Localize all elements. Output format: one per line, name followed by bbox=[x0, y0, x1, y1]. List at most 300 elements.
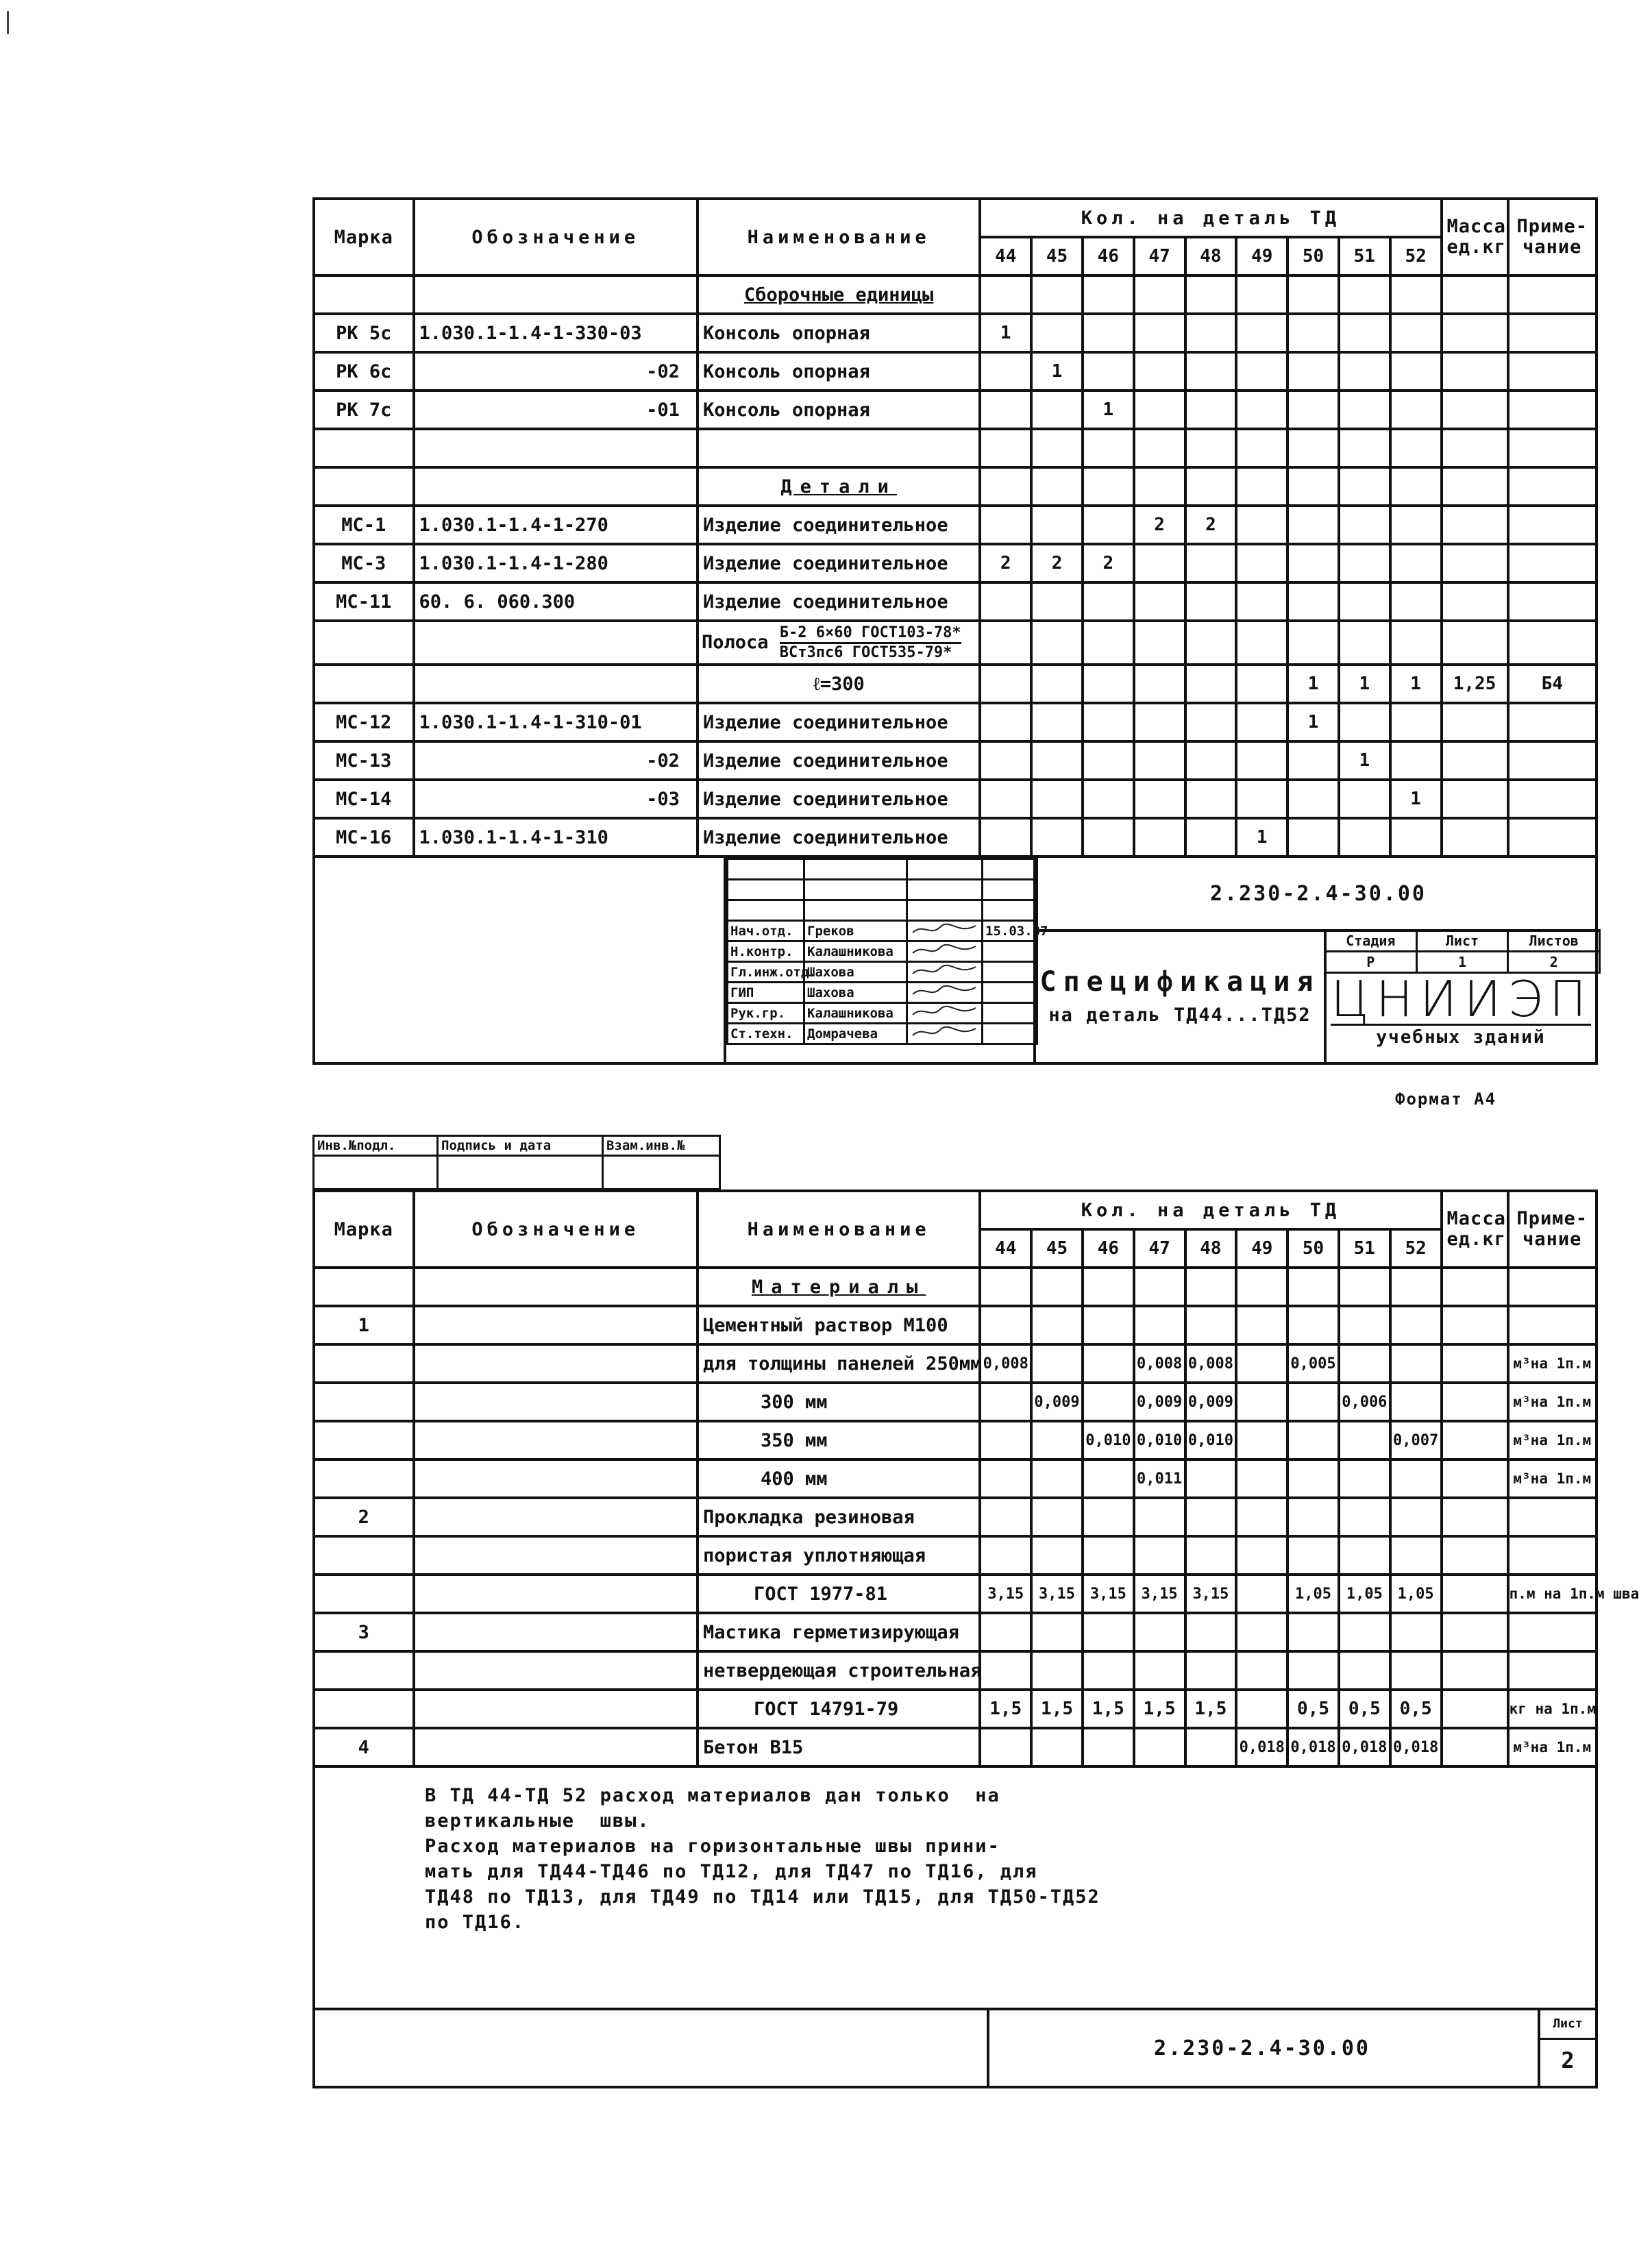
qty-cell: 1 bbox=[1083, 391, 1134, 429]
qty-cell bbox=[1390, 1383, 1442, 1421]
td-col-52: 52 bbox=[1390, 237, 1442, 275]
qty-cell bbox=[1236, 506, 1287, 544]
signature-date bbox=[983, 1003, 1037, 1024]
note-cell bbox=[1508, 741, 1597, 780]
qty-cell: 0,011 bbox=[1134, 1459, 1185, 1498]
qty-cell bbox=[1339, 314, 1390, 352]
strip-row bbox=[314, 621, 1597, 665]
mass-cell bbox=[1442, 1459, 1508, 1498]
notes-box bbox=[312, 1768, 1598, 2010]
table-row bbox=[314, 1306, 1597, 1344]
name-cell: 350 мм bbox=[698, 1421, 980, 1459]
section-row-assembly bbox=[314, 275, 1597, 314]
qty-cell bbox=[980, 703, 1031, 741]
title-block bbox=[312, 858, 1598, 1065]
table-row bbox=[314, 352, 1597, 391]
name-cell: ГОСТ 14791-79 bbox=[698, 1690, 980, 1728]
note-cell bbox=[1508, 582, 1597, 621]
qty-cell: 0,007 bbox=[1390, 1421, 1442, 1459]
signature-scribble bbox=[907, 983, 983, 1003]
marka-cell bbox=[314, 1421, 414, 1459]
title-block-main bbox=[1033, 858, 1601, 1062]
qty-cell bbox=[980, 665, 1031, 703]
designation-cell bbox=[414, 1306, 698, 1344]
table-row bbox=[314, 506, 1597, 544]
signature-date bbox=[983, 983, 1037, 1003]
note-cell bbox=[1508, 352, 1597, 391]
qty-cell bbox=[1287, 352, 1339, 391]
qty-cell bbox=[1185, 1536, 1237, 1575]
qty-cell bbox=[1083, 1306, 1134, 1344]
td-col-45: 45 bbox=[1031, 1229, 1083, 1268]
col-qty-group-header: Кол. на деталь ТД bbox=[980, 199, 1441, 237]
note-line: ТД48 по ТД13, для ТД49 по ТД14 или ТД15, для ТД50-ТД52 bbox=[425, 1886, 1100, 1908]
qty-cell bbox=[1083, 741, 1134, 780]
qty-cell bbox=[1287, 818, 1339, 856]
name-cell: Прокладка резиновая bbox=[698, 1498, 980, 1536]
mass-cell bbox=[1442, 1613, 1508, 1651]
footer-document-code: 2.230-2.4-30.00 bbox=[987, 2010, 1535, 2086]
designation-cell: 1.030.1-1.4-1-270 bbox=[414, 506, 698, 544]
table-row bbox=[314, 1383, 1597, 1421]
mass-cell bbox=[1442, 1421, 1508, 1459]
qty-cell bbox=[980, 1728, 1031, 1766]
td-col-44: 44 bbox=[980, 237, 1031, 275]
note-cell bbox=[1508, 1498, 1597, 1536]
signatory-row bbox=[728, 1024, 1037, 1044]
signature-date bbox=[983, 1024, 1037, 1044]
organization-name: ЦНИИЭП bbox=[1331, 970, 1594, 1028]
marka-cell: РК 6с bbox=[314, 352, 414, 391]
qty-cell bbox=[1083, 1728, 1134, 1766]
notes-text bbox=[425, 1783, 1100, 1935]
note-cell bbox=[1508, 506, 1597, 544]
name-cell: Изделие соединительное bbox=[698, 582, 980, 621]
qty-cell bbox=[1031, 391, 1083, 429]
qty-cell bbox=[1185, 1728, 1237, 1766]
designation-cell bbox=[414, 1728, 698, 1766]
qty-cell: 2 bbox=[1083, 544, 1134, 582]
qty-cell: 0,008 bbox=[1185, 1344, 1237, 1383]
qty-cell bbox=[1134, 703, 1185, 741]
note-cell: м³на 1п.м bbox=[1508, 1421, 1597, 1459]
qty-cell bbox=[1185, 544, 1237, 582]
qty-cell bbox=[1236, 703, 1287, 741]
note-cell: м³на 1п.м bbox=[1508, 1728, 1597, 1766]
table-row bbox=[314, 1728, 1597, 1766]
marka-cell: МС-12 bbox=[314, 703, 414, 741]
mass-cell bbox=[1442, 703, 1508, 741]
signatory-name: Калашникова bbox=[804, 941, 907, 962]
qty-cell bbox=[1339, 582, 1390, 621]
sheets-label: Листов bbox=[1508, 930, 1600, 952]
mass-cell bbox=[1442, 741, 1508, 780]
note-cell: п.м на 1п.м шва bbox=[1508, 1575, 1597, 1613]
marka-cell: РК 5с bbox=[314, 314, 414, 352]
qty-cell bbox=[1236, 391, 1287, 429]
designation-cell: -02 bbox=[414, 352, 698, 391]
td-col-46: 46 bbox=[1083, 1229, 1134, 1268]
qty-cell bbox=[1134, 1613, 1185, 1651]
signatory-name: Домрачева bbox=[804, 1024, 907, 1044]
name-cell: 300 мм bbox=[698, 1383, 980, 1421]
qty-cell bbox=[1339, 544, 1390, 582]
qty-cell bbox=[980, 780, 1031, 818]
qty-cell: 3,15 bbox=[1185, 1575, 1237, 1613]
col-oboznachenie-header: Обозначение bbox=[414, 199, 698, 275]
qty-cell bbox=[1390, 1459, 1442, 1498]
signature-scribble bbox=[907, 962, 983, 983]
document-title: Спецификация bbox=[1039, 965, 1320, 998]
header-row-1 bbox=[314, 199, 1597, 237]
table-row bbox=[314, 780, 1597, 818]
qty-cell bbox=[1031, 1651, 1083, 1690]
name-cell: для толщины панелей 250мм bbox=[698, 1344, 980, 1383]
qty-cell bbox=[1339, 703, 1390, 741]
qty-cell bbox=[1339, 1651, 1390, 1690]
section-title-materials: Материалы bbox=[751, 1276, 926, 1298]
qty-cell bbox=[1287, 1306, 1339, 1344]
name-cell: Изделие соединительное bbox=[698, 818, 980, 856]
qty-cell bbox=[1083, 665, 1134, 703]
name-cell: Изделие соединительное bbox=[698, 741, 980, 780]
qty-cell: 3,15 bbox=[1031, 1575, 1083, 1613]
signature-icon bbox=[910, 963, 978, 978]
note-cell: м³на 1п.м bbox=[1508, 1459, 1597, 1498]
qty-cell bbox=[1134, 544, 1185, 582]
qty-cell bbox=[1287, 741, 1339, 780]
signature-icon bbox=[910, 983, 978, 998]
table-row bbox=[314, 1575, 1597, 1613]
col-naimenovanie-header: Наименование bbox=[698, 199, 980, 275]
qty-cell bbox=[1185, 314, 1237, 352]
mass-cell bbox=[1442, 1344, 1508, 1383]
qty-cell bbox=[1236, 1383, 1287, 1421]
qty-cell bbox=[1185, 1613, 1237, 1651]
qty-cell bbox=[1390, 703, 1442, 741]
signatory-role: Нач.отд. bbox=[728, 921, 804, 941]
qty-cell bbox=[1134, 1728, 1185, 1766]
signature-icon bbox=[910, 942, 978, 957]
qty-cell: 1 bbox=[1031, 352, 1083, 391]
qty-cell bbox=[1031, 582, 1083, 621]
qty-cell: 0,009 bbox=[1134, 1383, 1185, 1421]
signatory-row bbox=[728, 983, 1037, 1003]
qty-cell bbox=[1185, 391, 1237, 429]
qty-cell: 2 bbox=[1134, 506, 1185, 544]
signatory-name: Калашникова bbox=[804, 1003, 907, 1024]
name-cell: Цементный раствор М100 bbox=[698, 1306, 980, 1344]
specification-table-1 bbox=[312, 197, 1598, 858]
strip-fraction bbox=[780, 624, 961, 662]
qty-cell bbox=[1031, 703, 1083, 741]
qty-cell bbox=[1083, 1383, 1134, 1421]
mass-cell bbox=[1442, 1536, 1508, 1575]
qty-cell bbox=[1031, 780, 1083, 818]
qty-cell bbox=[1339, 391, 1390, 429]
qty-cell: 1,5 bbox=[1083, 1690, 1134, 1728]
marka-cell bbox=[314, 1651, 414, 1690]
qty-cell bbox=[1339, 780, 1390, 818]
qty-cell: 1,5 bbox=[1134, 1690, 1185, 1728]
td-col-48: 48 bbox=[1185, 237, 1237, 275]
footer-block bbox=[312, 2010, 1598, 2088]
qty-cell bbox=[1083, 780, 1134, 818]
col-mass-header: Масса ед.кг bbox=[1442, 1191, 1508, 1268]
note-cell bbox=[1508, 780, 1597, 818]
name-cell: пористая уплотняющая bbox=[698, 1536, 980, 1575]
page-edge-mark bbox=[7, 11, 9, 34]
signatory-role: Рук.гр. bbox=[728, 1003, 804, 1024]
table-row bbox=[314, 703, 1597, 741]
qty-cell: 1,5 bbox=[980, 1690, 1031, 1728]
table-row bbox=[314, 1613, 1597, 1651]
qty-cell bbox=[1236, 1459, 1287, 1498]
footer-sheet-number: 2 bbox=[1561, 2047, 1575, 2073]
col-note-header: Приме- чание bbox=[1508, 1191, 1597, 1268]
sheet-value: 1 bbox=[1416, 952, 1508, 973]
td-col-52: 52 bbox=[1390, 1229, 1442, 1268]
archive-stamp bbox=[312, 1135, 721, 1190]
qty-cell: 1 bbox=[1287, 665, 1339, 703]
qty-cell: 0,008 bbox=[980, 1344, 1031, 1383]
qty-cell bbox=[1134, 741, 1185, 780]
qty-cell bbox=[1031, 1306, 1083, 1344]
signatory-role: Гл.инж.отд. bbox=[728, 962, 804, 983]
designation-cell: 1.030.1-1.4-1-310 bbox=[414, 818, 698, 856]
length-value: ℓ=300 bbox=[698, 665, 980, 703]
qty-cell: 1,05 bbox=[1390, 1575, 1442, 1613]
mass-cell bbox=[1442, 506, 1508, 544]
name-cell: нетвердеющая строительная bbox=[698, 1651, 980, 1690]
td-col-51: 51 bbox=[1339, 1229, 1390, 1268]
qty-cell: 0,010 bbox=[1083, 1421, 1134, 1459]
qty-cell bbox=[980, 1536, 1031, 1575]
signatory-row bbox=[728, 921, 1037, 941]
qty-cell bbox=[1339, 1498, 1390, 1536]
note-cell: м³на 1п.м bbox=[1508, 1344, 1597, 1383]
name-cell: Мастика герметизирующая bbox=[698, 1613, 980, 1651]
qty-cell bbox=[1185, 780, 1237, 818]
qty-cell: 0,5 bbox=[1390, 1690, 1442, 1728]
stage-value: Р bbox=[1325, 952, 1417, 973]
marka-cell: 2 bbox=[314, 1498, 414, 1536]
designation-cell bbox=[414, 1344, 698, 1383]
signatory-row bbox=[728, 1003, 1037, 1024]
td-col-51: 51 bbox=[1339, 237, 1390, 275]
qty-cell bbox=[1390, 314, 1442, 352]
note-cell bbox=[1508, 703, 1597, 741]
qty-cell: 0,010 bbox=[1185, 1421, 1237, 1459]
table-row bbox=[314, 544, 1597, 582]
qty-cell: 0,018 bbox=[1287, 1728, 1339, 1766]
mass-cell bbox=[1442, 1575, 1508, 1613]
td-col-49: 49 bbox=[1236, 237, 1287, 275]
table-row bbox=[314, 741, 1597, 780]
qty-cell bbox=[1390, 1536, 1442, 1575]
signatory-role: Ст.техн. bbox=[728, 1024, 804, 1044]
name-cell: Консоль опорная bbox=[698, 314, 980, 352]
specification-table-2 bbox=[312, 1190, 1639, 1768]
designation-cell bbox=[414, 1613, 698, 1651]
marka-cell: МС-16 bbox=[314, 818, 414, 856]
qty-cell: 1 bbox=[1390, 665, 1442, 703]
qty-cell: 0,008 bbox=[1134, 1344, 1185, 1383]
designation-cell: 1.030.1-1.4-1-330-03 bbox=[414, 314, 698, 352]
signature-date bbox=[983, 941, 1037, 962]
designation-cell: -03 bbox=[414, 780, 698, 818]
qty-cell: 1 bbox=[1390, 780, 1442, 818]
qty-cell: 1 bbox=[1287, 703, 1339, 741]
qty-cell: 1,5 bbox=[1185, 1690, 1237, 1728]
qty-cell bbox=[980, 741, 1031, 780]
signature-date bbox=[983, 962, 1037, 983]
qty-cell bbox=[1031, 314, 1083, 352]
qty-cell bbox=[1134, 1651, 1185, 1690]
signatory-row bbox=[728, 941, 1037, 962]
note-line: В ТД 44-ТД 52 расход материалов дан только на bbox=[425, 1785, 1000, 1806]
qty-cell bbox=[1185, 741, 1237, 780]
qty-cell: 0,005 bbox=[1287, 1344, 1339, 1383]
qty-cell bbox=[1083, 818, 1134, 856]
signature-scribble bbox=[907, 1024, 983, 1044]
table-row bbox=[314, 391, 1597, 429]
qty-cell bbox=[1287, 391, 1339, 429]
qty-cell bbox=[1390, 1306, 1442, 1344]
col-mass-header: Масса ед.кг bbox=[1442, 199, 1508, 275]
marka-cell bbox=[314, 1383, 414, 1421]
name-cell: ГОСТ 1977-81 bbox=[698, 1575, 980, 1613]
name-cell: Изделие соединительное bbox=[698, 780, 980, 818]
qty-cell bbox=[1236, 780, 1287, 818]
marka-cell bbox=[314, 1344, 414, 1383]
qty-cell: 0,5 bbox=[1287, 1690, 1339, 1728]
qty-cell bbox=[1236, 1651, 1287, 1690]
signature-table bbox=[724, 858, 1048, 1062]
td-col-49: 49 bbox=[1236, 1229, 1287, 1268]
specification-sheet-2 bbox=[312, 1190, 1639, 2088]
mass-cell bbox=[1442, 391, 1508, 429]
qty-cell: 0,018 bbox=[1339, 1728, 1390, 1766]
qty-cell bbox=[980, 506, 1031, 544]
qty-cell bbox=[1031, 1536, 1083, 1575]
qty-cell bbox=[1134, 1536, 1185, 1575]
qty-cell bbox=[1339, 818, 1390, 856]
qty-cell bbox=[1185, 665, 1237, 703]
designation-cell: -02 bbox=[414, 741, 698, 780]
td-col-46: 46 bbox=[1083, 237, 1134, 275]
qty-cell bbox=[1390, 1651, 1442, 1690]
qty-cell bbox=[1236, 1690, 1287, 1728]
designation-cell bbox=[414, 1383, 698, 1421]
col-qty-group-header: Кол. на деталь ТД bbox=[980, 1191, 1441, 1229]
qty-cell bbox=[1185, 1498, 1237, 1536]
signatory-name: Шахова bbox=[804, 983, 907, 1003]
qty-cell bbox=[1083, 1613, 1134, 1651]
qty-cell bbox=[1287, 1383, 1339, 1421]
stamp-sign: Подпись и дата bbox=[438, 1136, 603, 1156]
qty-cell bbox=[1390, 1498, 1442, 1536]
qty-cell bbox=[1236, 1498, 1287, 1536]
col-marka-header: Марка bbox=[314, 1191, 414, 1268]
document-subtitle: на деталь ТД44...ТД52 bbox=[1048, 1004, 1311, 1026]
marka-cell bbox=[314, 1690, 414, 1728]
marka-cell bbox=[314, 1536, 414, 1575]
qty-cell bbox=[1287, 1459, 1339, 1498]
signatory-role: Н.контр. bbox=[728, 941, 804, 962]
qty-cell bbox=[1083, 703, 1134, 741]
designation-cell bbox=[414, 1575, 698, 1613]
mass-cell bbox=[1442, 1498, 1508, 1536]
qty-cell bbox=[1134, 1498, 1185, 1536]
note-cell bbox=[1508, 1651, 1597, 1690]
note-cell bbox=[1508, 391, 1597, 429]
qty-cell bbox=[1287, 314, 1339, 352]
signatory-row bbox=[728, 962, 1037, 983]
qty-cell bbox=[1031, 1459, 1083, 1498]
strip-fraction-top: Б-2 6×60 ГОСТ103-78* bbox=[780, 624, 961, 644]
qty-cell bbox=[980, 391, 1031, 429]
qty-cell bbox=[1236, 1421, 1287, 1459]
qty-cell: 3,15 bbox=[980, 1575, 1031, 1613]
qty-cell bbox=[1236, 1536, 1287, 1575]
qty-cell bbox=[1134, 780, 1185, 818]
qty-cell: 3,15 bbox=[1083, 1575, 1134, 1613]
qty-cell bbox=[1236, 314, 1287, 352]
qty-cell bbox=[1390, 1613, 1442, 1651]
strip-label: Полоса bbox=[701, 631, 769, 653]
td-col-50: 50 bbox=[1287, 237, 1339, 275]
qty-cell bbox=[1236, 1344, 1287, 1383]
strip-designation bbox=[698, 621, 980, 665]
qty-cell bbox=[1236, 544, 1287, 582]
qty-cell: 1 bbox=[1236, 818, 1287, 856]
qty-cell bbox=[1339, 1613, 1390, 1651]
qty-cell bbox=[1339, 1536, 1390, 1575]
designation-cell bbox=[414, 1651, 698, 1690]
col-marka-header: Марка bbox=[314, 199, 414, 275]
qty-cell bbox=[1134, 1306, 1185, 1344]
qty-cell bbox=[1134, 665, 1185, 703]
table-row bbox=[314, 1690, 1597, 1728]
length-row bbox=[314, 665, 1597, 703]
qty-cell bbox=[1339, 1459, 1390, 1498]
qty-cell: 0,009 bbox=[1185, 1383, 1237, 1421]
qty-cell bbox=[1236, 1613, 1287, 1651]
signature-icon bbox=[910, 1024, 978, 1039]
table-row bbox=[314, 1421, 1597, 1459]
section-row-parts bbox=[314, 467, 1597, 506]
stage-table bbox=[1324, 929, 1601, 974]
qty-cell bbox=[1390, 544, 1442, 582]
qty-cell bbox=[980, 1651, 1031, 1690]
marka-cell: 4 bbox=[314, 1728, 414, 1766]
note-line: Расход материалов на горизонтальные швы прини- bbox=[425, 1836, 1000, 1857]
note-cell bbox=[1508, 1536, 1597, 1575]
organization-subtitle: учебных зданий bbox=[1331, 1024, 1591, 1048]
qty-cell bbox=[1236, 1575, 1287, 1613]
table-row bbox=[314, 1536, 1597, 1575]
designation-cell: 60. 6. 060.300 bbox=[414, 582, 698, 621]
qty-cell bbox=[1185, 818, 1237, 856]
qty-cell bbox=[980, 1421, 1031, 1459]
qty-cell: 0,5 bbox=[1339, 1690, 1390, 1728]
table-row bbox=[314, 314, 1597, 352]
document-code: 2.230-2.4-30.00 bbox=[1036, 858, 1601, 932]
qty-cell bbox=[1236, 741, 1287, 780]
mass-cell bbox=[1442, 1383, 1508, 1421]
mass-cell bbox=[1442, 544, 1508, 582]
